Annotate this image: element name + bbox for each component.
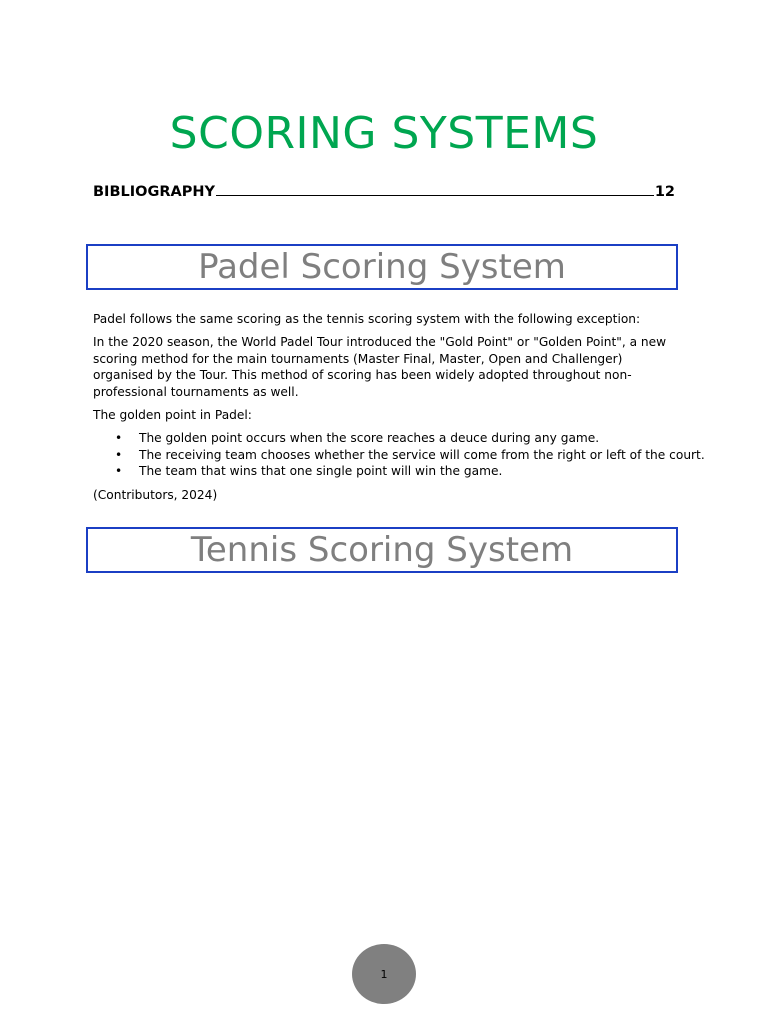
list-item (93, 430, 678, 446)
golden-point-list (93, 430, 705, 479)
list-item-text: The team that wins that one single point will win the game. (139, 464, 503, 479)
bullet-icon: • (115, 464, 123, 479)
section-heading-padel: Padel Scoring System (86, 244, 678, 290)
section-heading-tennis: Tennis Scoring System (86, 527, 678, 573)
padel-golden-point-paragraph: In the 2020 season, the World Padel Tour introduced the "Gold Point" or "Golden Point", a new scoring method for the main tournaments (Master Final, Master, Open and Challenger) organised by the Tour. This method of scoring has been widely adopted throughout non-professional tournaments as well. (93, 335, 667, 399)
padel-section-body (93, 311, 705, 510)
page-number-badge (352, 944, 416, 1004)
bullet-icon: • (115, 431, 123, 446)
list-item-text: The golden point occurs when the score reaches a deuce during any game. (139, 431, 600, 446)
toc-leader-line (216, 194, 654, 196)
list-item-text: The receiving team chooses whether the service will come from the right or left of the court. (139, 447, 705, 462)
padel-intro-paragraph: Padel follows the same scoring as the tennis scoring system with the following exception: (93, 312, 641, 326)
toc-entry-bibliography[interactable] (93, 180, 675, 200)
toc-entry-label: BIBLIOGRAPHY (93, 184, 216, 200)
padel-list-intro: The golden point in Padel: (93, 408, 252, 423)
list-item (93, 463, 678, 479)
list-item (93, 447, 705, 463)
bullet-icon: • (115, 447, 123, 462)
toc-entry-page: 12 (654, 184, 675, 200)
document-title: SCORING SYSTEMS (169, 108, 599, 159)
page-number: 1 (380, 967, 388, 981)
padel-citation: (Contributors, 2024) (93, 487, 218, 502)
